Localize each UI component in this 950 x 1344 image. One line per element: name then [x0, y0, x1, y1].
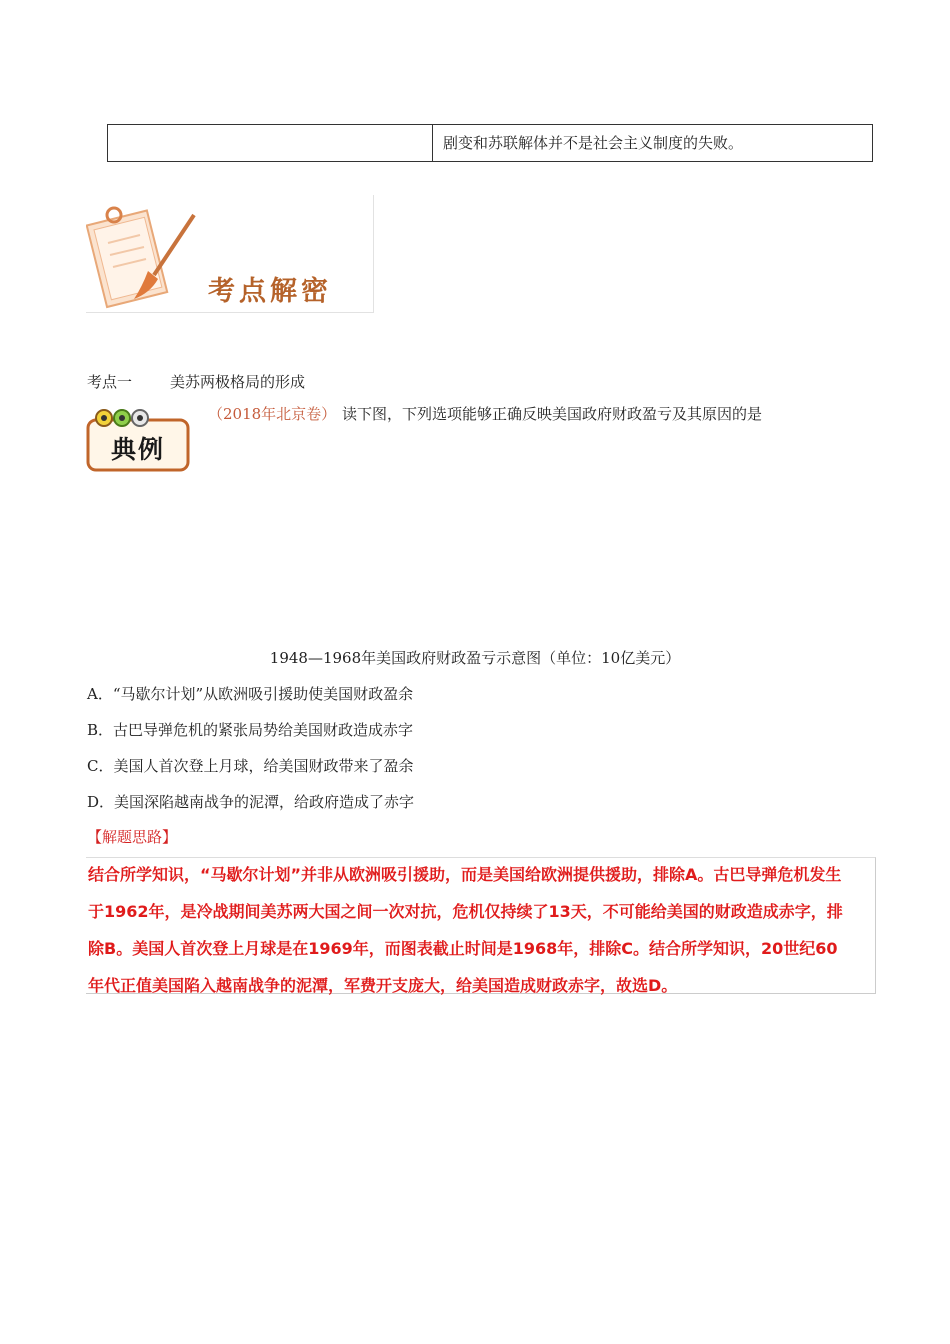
notepad-brush-icon [86, 195, 206, 313]
example-badge [86, 404, 190, 472]
question-source: （2018年北京卷） [208, 405, 337, 423]
banner-title: 考点解密 [208, 276, 332, 307]
option-d: D．美国深陷越南战争的泥潭，给政府造成了赤字 [87, 793, 415, 811]
option-a: A．“马歇尔计划”从欧洲吸引援助使美国财政盈余 [87, 685, 414, 703]
analysis-line: 于1962年，是冷战期间美苏两大国之间一次对抗，危机仅持续了13天，不可能给美国的财政造成赤字，排 [88, 902, 843, 921]
analysis-heading: 【解题思路】 [87, 828, 178, 846]
kaodian-label: 考点一 [87, 373, 133, 391]
analysis-line: 结合所学知识，“马歇尔计划”并非从欧洲吸引援助，而是美国给欧洲提供援助，排除A。古巴导弹危机发生 [88, 865, 842, 884]
table-cell-left [108, 125, 433, 161]
option-b: B．古巴导弹危机的紧张局势给美国财政造成赤字 [87, 721, 414, 739]
analysis-line: 除B。美国人首次登上月球是在1969年，而图表截止时间是1968年，排除C。结合所学知识，20世纪60 [88, 939, 838, 958]
example-badge-label: 典例 [110, 435, 165, 464]
kaodian-title: 美苏两极格局的形成 [170, 373, 306, 391]
summary-table-row [107, 124, 873, 162]
analysis-line: 年代正值美国陷入越南战争的泥潭，军费开支庞大，给美国造成财政赤字，故选D。 [88, 976, 678, 995]
figure-caption: 1948—1968年美国政府财政盈亏示意图（单位：10亿美元） [269, 649, 681, 667]
question-text: 读下图，下列选项能够正确反映美国政府财政盈亏及其原因的是 [342, 405, 763, 423]
kaodian-banner [86, 195, 374, 313]
option-c: C．美国人首次登上月球，给美国财政带来了盈余 [87, 757, 414, 775]
analysis-box [86, 857, 876, 994]
table-cell-right: 剧变和苏联解体并不是社会主义制度的失败。 [443, 134, 744, 152]
